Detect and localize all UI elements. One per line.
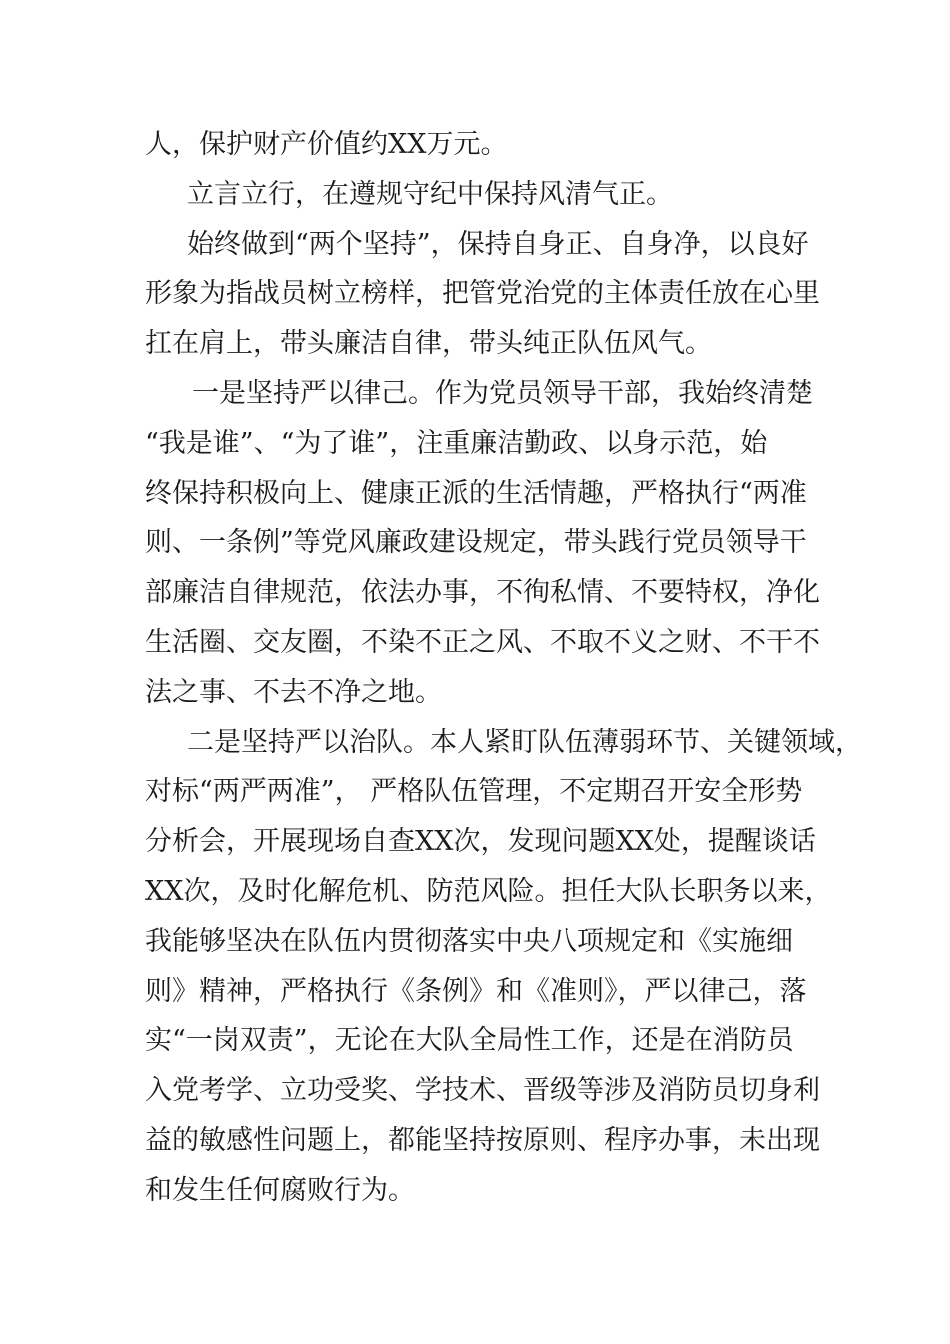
section-heading: 立言立行，在遵规守纪中保持风清气正。 [187, 178, 673, 210]
text-line: 和发生任何腐败行为。 [145, 1174, 415, 1206]
text-line: 对标“两严两准”， 严格队伍管理，不定期召开安全形势 [145, 776, 803, 808]
text-line: 扛在肩上，带头廉洁自律，带头纯正队伍风气。 [145, 328, 712, 360]
text-line: 则》精神，严格执行《条例》和《准则》，严以律己，落 [145, 975, 807, 1007]
text-line: 我能够坚决在队伍内贯彻落实中央八项规定和《实施细 [145, 925, 793, 957]
text-line: 实“一岗双责”，无论在大队全局性工作，还是在消防员 [145, 1025, 794, 1057]
text-line: 生活圈、交友圈，不染不正之风、不取不义之财、不干不 [145, 626, 820, 658]
text-line: 分析会，开展现场自查XX次，发现问题XX处，提醒谈话 [145, 826, 816, 858]
text-line: 形象为指战员树立榜样，把管党治党的主体责任放在心里 [145, 278, 820, 310]
text-line: “我是谁”、“为了谁”，注重廉洁勤政、以身示范，始 [145, 427, 768, 459]
text-line: 则、一条例”等党风廉政建设规定，带头践行党员领导干 [145, 527, 807, 559]
text-line: 二是坚持严以治队。本人紧盯队伍薄弱环节、关键领域， [187, 726, 862, 758]
text-line: 益的敏感性问题上，都能坚持按原则、程序办事，未出现 [145, 1124, 820, 1156]
text-line: 始终做到“两个坚持”，保持自身正、自身净，以良好 [187, 228, 809, 260]
text-line: 入党考学、立功受奖、学技术、晋级等涉及消防员切身利 [145, 1075, 820, 1107]
text-line: XX次，及时化解危机、防范风险。担任大队长职务以来， [145, 875, 832, 907]
body-text [145, 120, 862, 1216]
text-line: 终保持积极向上、健康正派的生活情趣，严格执行“两准 [145, 477, 807, 509]
text-line: 人，保护财产价值约XX万元。 [145, 129, 508, 160]
text-line: 法之事、不去不净之地。 [145, 676, 442, 708]
text-line: 一是坚持严以律己。作为党员领导干部，我始终清楚 [192, 377, 813, 409]
text-line: 部廉洁自律规范，依法办事，不徇私情、不要特权，净化 [145, 577, 820, 609]
